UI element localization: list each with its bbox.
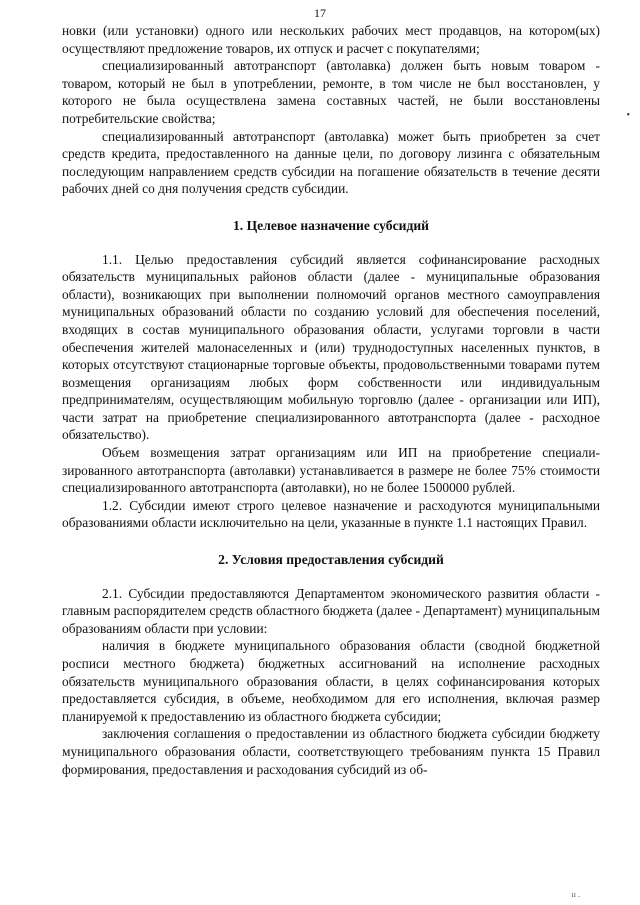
paragraph-autolavka-new: специализированный автотранспорт (автолавка) должен быть новым товаром - товаром, который не был в употреблении, ремонте, в том числе не был восстановлен, у которого не была осуществлена замена составных частей, не были восстановлены потребительские свойства; [62,58,600,126]
paragraph-1-2: 1.2. Субсидии имеют строго целевое назначение и расходуются муниципальными образованиями области исключительно на цели, указанные в пункте 1.1 настоящих Правил. [62,497,600,531]
paragraph-continuation: новки (или установки) одного или нескольких рабочих мест продавцов, на котором(ых) осуществляют предложение товаров, их отпуск и расчет с покупателями; [62,23,600,56]
section-heading-purpose: 1. Целевое назначение субсидий [233,217,429,233]
page-number: 17 [314,6,326,20]
section-heading-conditions: 2. Условия предоставления субсидий [218,552,444,568]
scan-tick-marks: ıı . [571,890,580,899]
scan-dot-mark: • [626,110,630,121]
paragraph-agreement: заключения соглашения о предоставлении из областного бюджета субсидии бюджету муниципального образования области, соответствующего требованиям пункта 15 Правил формирования, предоставления и расходования субсидий из об- [62,726,600,777]
paragraph-budget-availability: наличия в бюджете муниципального образования области (сводной бюджетной росписи местного бюджета) бюджетных ассигнований на исполнение расходных обязательств муниципального образования области, в целях софинансирования которых предоставляется субсидия, в объеме, необходимом для его исполнения, включая размер планируемой к предоставлению из областного бюджета субсидии; [62,638,600,724]
paragraph-compensation-volume: Объем возмещения затрат организациям или ИП на приобретение специализированного автотранспорта (автолавки) устанавливается в размере не более 75% стоимости специализированного автотранспорта (автолавки), но не более 1500000 рублей. [62,445,600,496]
paragraph-2-1: 2.1. Субсидии предоставляются Департаментом экономического развития области - главным распорядителем средств областного бюджета (далее - Департамент) муниципальным образованиям области при условии: [62,585,600,636]
paragraph-1-1: 1.1. Целью предоставления субсидий является софинансирование расходных обязательств муниципальных районов области (далее - муниципальные образования области), возникающих при выполнении полномочий органов местного самоуправления муниципальных образований области по созданию условий для обеспечения поселений, входящих в состав муниципального образования области, услугами торговли в части обеспечения жителей малонаселенных и (или) труднодоступных населенных пунктов, в которых отсутствуют стационарные торговые объекты, продовольственными товарами путем возмещения организациям любых форм собственности или индивидуальным предпринимателям, осуществляющим мобильную торговлю (далее - организации или ИП), части затрат на приобретение специализированного автотранспорта (далее - расходное обязательство). [62,251,600,443]
document-body [62,22,600,778]
paragraph-autolavka-credit: специализированный автотранспорт (автолавка) может быть приобретен за счет средств кредита, предоставленного на данные цели, по договору лизинга с обязательным последующим направлением средств субсидии на погашение обязательств в течение десяти рабочих дней со дня получения средств субсидии. [62,128,600,197]
